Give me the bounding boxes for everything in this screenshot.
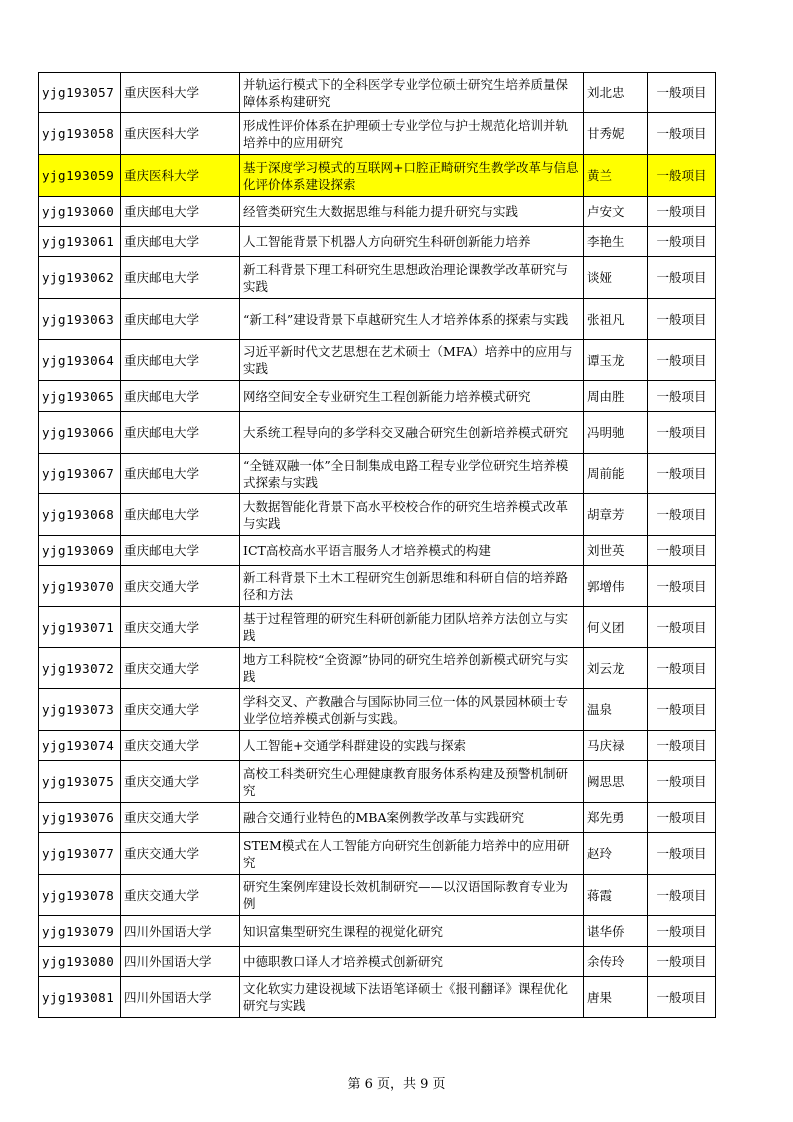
project-leader: 马庆禄 [584, 731, 648, 761]
project-leader: 刘世英 [584, 536, 648, 566]
project-type: 一般项目 [648, 947, 716, 977]
project-type: 一般项目 [648, 197, 716, 227]
university-name: 重庆医科大学 [121, 73, 240, 113]
project-code: yjg193057 [39, 73, 121, 113]
project-leader: 胡章芳 [584, 494, 648, 536]
project-type: 一般项目 [648, 977, 716, 1018]
table-row [39, 412, 716, 454]
project-leader: 谌华侨 [584, 916, 648, 947]
project-title: 网络空间安全专业研究生工程创新能力培养模式研究 [240, 381, 584, 412]
table-row [39, 607, 716, 648]
project-leader: 余传玲 [584, 947, 648, 977]
table-row [39, 977, 716, 1018]
project-leader: 郭增伟 [584, 566, 648, 607]
project-title: 大系统工程导向的多学科交叉融合研究生创新培养模式研究 [240, 412, 584, 454]
project-type: 一般项目 [648, 648, 716, 689]
project-title: 地方工科院校“全资源”协同的研究生培养创新模式研究与实践 [240, 648, 584, 689]
project-title: 经管类研究生大数据思维与科能力提升研究与实践 [240, 197, 584, 227]
project-title: “新工科”建设背景下卓越研究生人才培养体系的探索与实践 [240, 299, 584, 340]
table-row [39, 197, 716, 227]
project-title: 基于过程管理的研究生科研创新能力团队培养方法创立与实践 [240, 607, 584, 648]
project-code: yjg193079 [39, 916, 121, 947]
university-name: 重庆邮电大学 [121, 299, 240, 340]
project-title: 融合交通行业特色的MBA案例教学改革与实践研究 [240, 803, 584, 833]
table-row [39, 454, 716, 494]
project-leader: 卢安文 [584, 197, 648, 227]
project-leader: 李艳生 [584, 227, 648, 257]
project-type: 一般项目 [648, 73, 716, 113]
project-leader: 刘云龙 [584, 648, 648, 689]
project-leader: 刘北忠 [584, 73, 648, 113]
university-name: 重庆交通大学 [121, 607, 240, 648]
project-code: yjg193075 [39, 761, 121, 803]
project-title: 研究生案例库建设长效机制研究——以汉语国际教育专业为例 [240, 875, 584, 916]
table-row [39, 833, 716, 875]
university-name: 重庆邮电大学 [121, 197, 240, 227]
table-row [39, 689, 716, 731]
table-row [39, 566, 716, 607]
project-code: yjg193071 [39, 607, 121, 648]
project-type: 一般项目 [648, 566, 716, 607]
project-leader: 张祖凡 [584, 299, 648, 340]
project-table [38, 72, 716, 1018]
project-type: 一般项目 [648, 454, 716, 494]
university-name: 重庆邮电大学 [121, 536, 240, 566]
project-code: yjg193062 [39, 257, 121, 299]
project-title: “全链双融一体”全日制集成电路工程专业学位研究生培养模式探索与实践 [240, 454, 584, 494]
project-type: 一般项目 [648, 340, 716, 381]
project-title: 人工智能背景下机器人方向研究生科研创新能力培养 [240, 227, 584, 257]
project-leader: 何义团 [584, 607, 648, 648]
table-row [39, 803, 716, 833]
university-name: 重庆交通大学 [121, 833, 240, 875]
table-row [39, 536, 716, 566]
university-name: 重庆医科大学 [121, 155, 240, 197]
project-type: 一般项目 [648, 536, 716, 566]
table-row [39, 761, 716, 803]
university-name: 重庆邮电大学 [121, 340, 240, 381]
project-type: 一般项目 [648, 607, 716, 648]
university-name: 重庆邮电大学 [121, 227, 240, 257]
project-type: 一般项目 [648, 689, 716, 731]
project-code: yjg193072 [39, 648, 121, 689]
project-title: 新工科背景下理工科研究生思想政治理论课教学改革研究与实践 [240, 257, 584, 299]
university-name: 重庆交通大学 [121, 761, 240, 803]
project-leader: 周前能 [584, 454, 648, 494]
university-name: 重庆交通大学 [121, 803, 240, 833]
project-title: 形成性评价体系在护理硕士专业学位与护士规范化培训并轨培养中的应用研究 [240, 113, 584, 155]
project-leader: 谈娅 [584, 257, 648, 299]
university-name: 重庆邮电大学 [121, 381, 240, 412]
project-code: yjg193078 [39, 875, 121, 916]
project-leader: 赵玲 [584, 833, 648, 875]
project-title: 高校工科类研究生心理健康教育服务体系构建及预警机制研究 [240, 761, 584, 803]
project-title: ICT高校高水平语言服务人才培养模式的构建 [240, 536, 584, 566]
project-leader: 蒋霞 [584, 875, 648, 916]
table-row [39, 155, 716, 197]
project-title: 文化软实力建设视域下法语笔译硕士《报刊翻译》课程优化研究与实践 [240, 977, 584, 1018]
university-name: 四川外国语大学 [121, 947, 240, 977]
table-row [39, 73, 716, 113]
project-title: 并轨运行模式下的全科医学专业学位硕士研究生培养质量保障体系构建研究 [240, 73, 584, 113]
project-title: 基于深度学习模式的互联网+口腔正畸研究生教学改革与信息化评价体系建设探索 [240, 155, 584, 197]
university-name: 重庆交通大学 [121, 875, 240, 916]
project-code: yjg193066 [39, 412, 121, 454]
project-leader: 冯明驰 [584, 412, 648, 454]
university-name: 重庆邮电大学 [121, 412, 240, 454]
project-leader: 阙思思 [584, 761, 648, 803]
project-type: 一般项目 [648, 761, 716, 803]
table-row [39, 257, 716, 299]
project-type: 一般项目 [648, 833, 716, 875]
project-type: 一般项目 [648, 875, 716, 916]
table-row [39, 916, 716, 947]
project-code: yjg193077 [39, 833, 121, 875]
project-code: yjg193060 [39, 197, 121, 227]
project-title: 中德职教口译人才培养模式创新研究 [240, 947, 584, 977]
project-type: 一般项目 [648, 299, 716, 340]
university-name: 四川外国语大学 [121, 977, 240, 1018]
university-name: 重庆邮电大学 [121, 454, 240, 494]
project-code: yjg193058 [39, 113, 121, 155]
page-footer: 第 6 页，共 9 页 [347, 1077, 446, 1092]
project-leader: 谭玉龙 [584, 340, 648, 381]
project-type: 一般项目 [648, 803, 716, 833]
table-row [39, 381, 716, 412]
project-code: yjg193076 [39, 803, 121, 833]
project-type: 一般项目 [648, 155, 716, 197]
project-code: yjg193070 [39, 566, 121, 607]
university-name: 四川外国语大学 [121, 916, 240, 947]
university-name: 重庆邮电大学 [121, 257, 240, 299]
project-code: yjg193061 [39, 227, 121, 257]
table-row [39, 947, 716, 977]
university-name: 重庆邮电大学 [121, 494, 240, 536]
project-code: yjg193065 [39, 381, 121, 412]
project-type: 一般项目 [648, 381, 716, 412]
project-leader: 甘秀妮 [584, 113, 648, 155]
project-leader: 周由胜 [584, 381, 648, 412]
project-type: 一般项目 [648, 113, 716, 155]
table-row [39, 731, 716, 761]
university-name: 重庆医科大学 [121, 113, 240, 155]
project-type: 一般项目 [648, 731, 716, 761]
project-type: 一般项目 [648, 227, 716, 257]
project-code: yjg193069 [39, 536, 121, 566]
project-code: yjg193081 [39, 977, 121, 1018]
project-type: 一般项目 [648, 916, 716, 947]
project-title: STEM模式在人工智能方向研究生创新能力培养中的应用研究 [240, 833, 584, 875]
project-code: yjg193067 [39, 454, 121, 494]
table-row [39, 340, 716, 381]
project-code: yjg193068 [39, 494, 121, 536]
table-row [39, 494, 716, 536]
project-type: 一般项目 [648, 412, 716, 454]
table-row [39, 113, 716, 155]
project-title: 新工科背景下土木工程研究生创新思维和科研自信的培养路径和方法 [240, 566, 584, 607]
table-row [39, 875, 716, 916]
project-code: yjg193059 [39, 155, 121, 197]
project-code: yjg193063 [39, 299, 121, 340]
project-type: 一般项目 [648, 257, 716, 299]
project-title: 习近平新时代文艺思想在艺术硕士（MFA）培养中的应用与实践 [240, 340, 584, 381]
project-type: 一般项目 [648, 494, 716, 536]
university-name: 重庆交通大学 [121, 689, 240, 731]
project-code: yjg193074 [39, 731, 121, 761]
project-leader: 温泉 [584, 689, 648, 731]
university-name: 重庆交通大学 [121, 648, 240, 689]
university-name: 重庆交通大学 [121, 566, 240, 607]
university-name: 重庆交通大学 [121, 731, 240, 761]
project-code: yjg193064 [39, 340, 121, 381]
project-title: 人工智能+交通学科群建设的实践与探索 [240, 731, 584, 761]
project-leader: 黄兰 [584, 155, 648, 197]
project-code: yjg193073 [39, 689, 121, 731]
project-leader: 郑先勇 [584, 803, 648, 833]
project-leader: 唐果 [584, 977, 648, 1018]
project-title: 知识富集型研究生课程的视觉化研究 [240, 916, 584, 947]
project-title: 学科交叉、产教融合与国际协同三位一体的风景园林硕士专业学位培养模式创新与实践。 [240, 689, 584, 731]
project-title: 大数据智能化背景下高水平校校合作的研究生培养模式改革与实践 [240, 494, 584, 536]
table-row [39, 648, 716, 689]
project-code: yjg193080 [39, 947, 121, 977]
table-row [39, 299, 716, 340]
table-row [39, 227, 716, 257]
